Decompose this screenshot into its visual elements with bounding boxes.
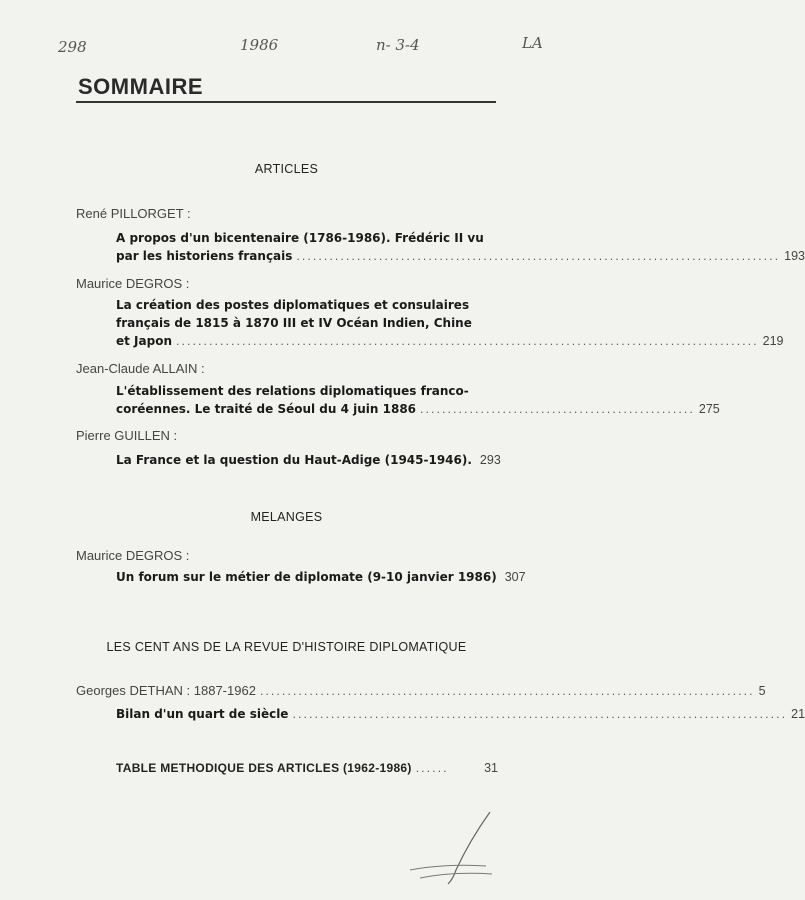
handwritten-year: 1986 — [240, 36, 279, 54]
author-name: René PILLORGET : — [76, 206, 191, 221]
toc-entry — [116, 707, 805, 721]
page-number: 31 — [484, 761, 498, 775]
page-number: 307 — [504, 570, 526, 584]
page-number: 293 — [479, 453, 501, 467]
dot-leader: .......................................................................................................... — [176, 335, 759, 348]
handwritten-mark: LA — [522, 34, 543, 52]
article-title-line: coréennes. Le traité de Séoul du 4 juin 1886 — [116, 402, 417, 416]
author-name: Maurice DEGROS : — [76, 548, 190, 563]
author-name: Jean-Claude ALLAIN : — [76, 361, 205, 376]
author-name: Georges DETHAN : 1887-1962 — [76, 683, 256, 698]
signature-mark — [400, 808, 510, 888]
toc-entry — [76, 683, 766, 698]
dot-leader: .......................................................................................... — [292, 708, 788, 721]
article-title-line: et Japon — [116, 334, 172, 348]
article-title-line: La France et la question du Haut-Adige (1945-1946). — [116, 453, 472, 467]
article-title-line: par les historiens français — [116, 249, 293, 263]
title-rule — [76, 101, 496, 103]
article-title-line: Un forum sur le métier de diplomate (9-10 janvier 1986) — [116, 570, 497, 584]
toc-entry — [116, 334, 784, 348]
page-number: 5 — [758, 684, 766, 698]
toc-entry — [116, 249, 805, 263]
page-number: 219 — [762, 334, 784, 348]
section-heading-melanges: MELANGES — [250, 510, 323, 524]
article-title-line: L'établissement des relations diplomatiques franco- — [116, 384, 469, 398]
page-number: 275 — [698, 402, 720, 416]
page-number: 193 — [784, 249, 805, 263]
page-title: SOMMAIRE — [78, 74, 203, 99]
article-title-line: La création des postes diplomatiques et consulaires — [116, 298, 470, 312]
dot-leader: ........................................................................................ — [296, 250, 781, 263]
article-title-line: Bilan d'un quart de siècle — [116, 707, 289, 721]
toc-entry — [116, 453, 501, 467]
dot-leader: .......................................................................................... — [259, 685, 755, 698]
toc-entry — [116, 761, 498, 775]
dot-leader: .................................................. — [420, 403, 695, 416]
dot-leader: ...... — [415, 762, 449, 775]
page-number: 21 — [791, 707, 805, 721]
table-methodique-label: TABLE METHODIQUE DES ARTICLES (1962-1986) — [116, 761, 412, 775]
toc-entry — [116, 402, 720, 416]
article-title-line: français de 1815 à 1870 III et IV Océan Indien, Chine — [116, 316, 472, 330]
handwritten-issue: n- 3-4 — [376, 36, 420, 54]
author-name: Maurice DEGROS : — [76, 276, 190, 291]
author-name: Pierre GUILLEN : — [76, 428, 178, 443]
section-heading-cent-ans: LES CENT ANS DE LA REVUE D'HISTOIRE DIPLOMATIQUE — [106, 640, 467, 654]
section-heading-articles: ARTICLES — [254, 162, 319, 176]
handwritten-number: 298 — [58, 38, 87, 56]
toc-entry — [116, 570, 526, 584]
article-title-line: A propos d'un bicentenaire (1786-1986). Frédéric II vu — [116, 231, 484, 245]
